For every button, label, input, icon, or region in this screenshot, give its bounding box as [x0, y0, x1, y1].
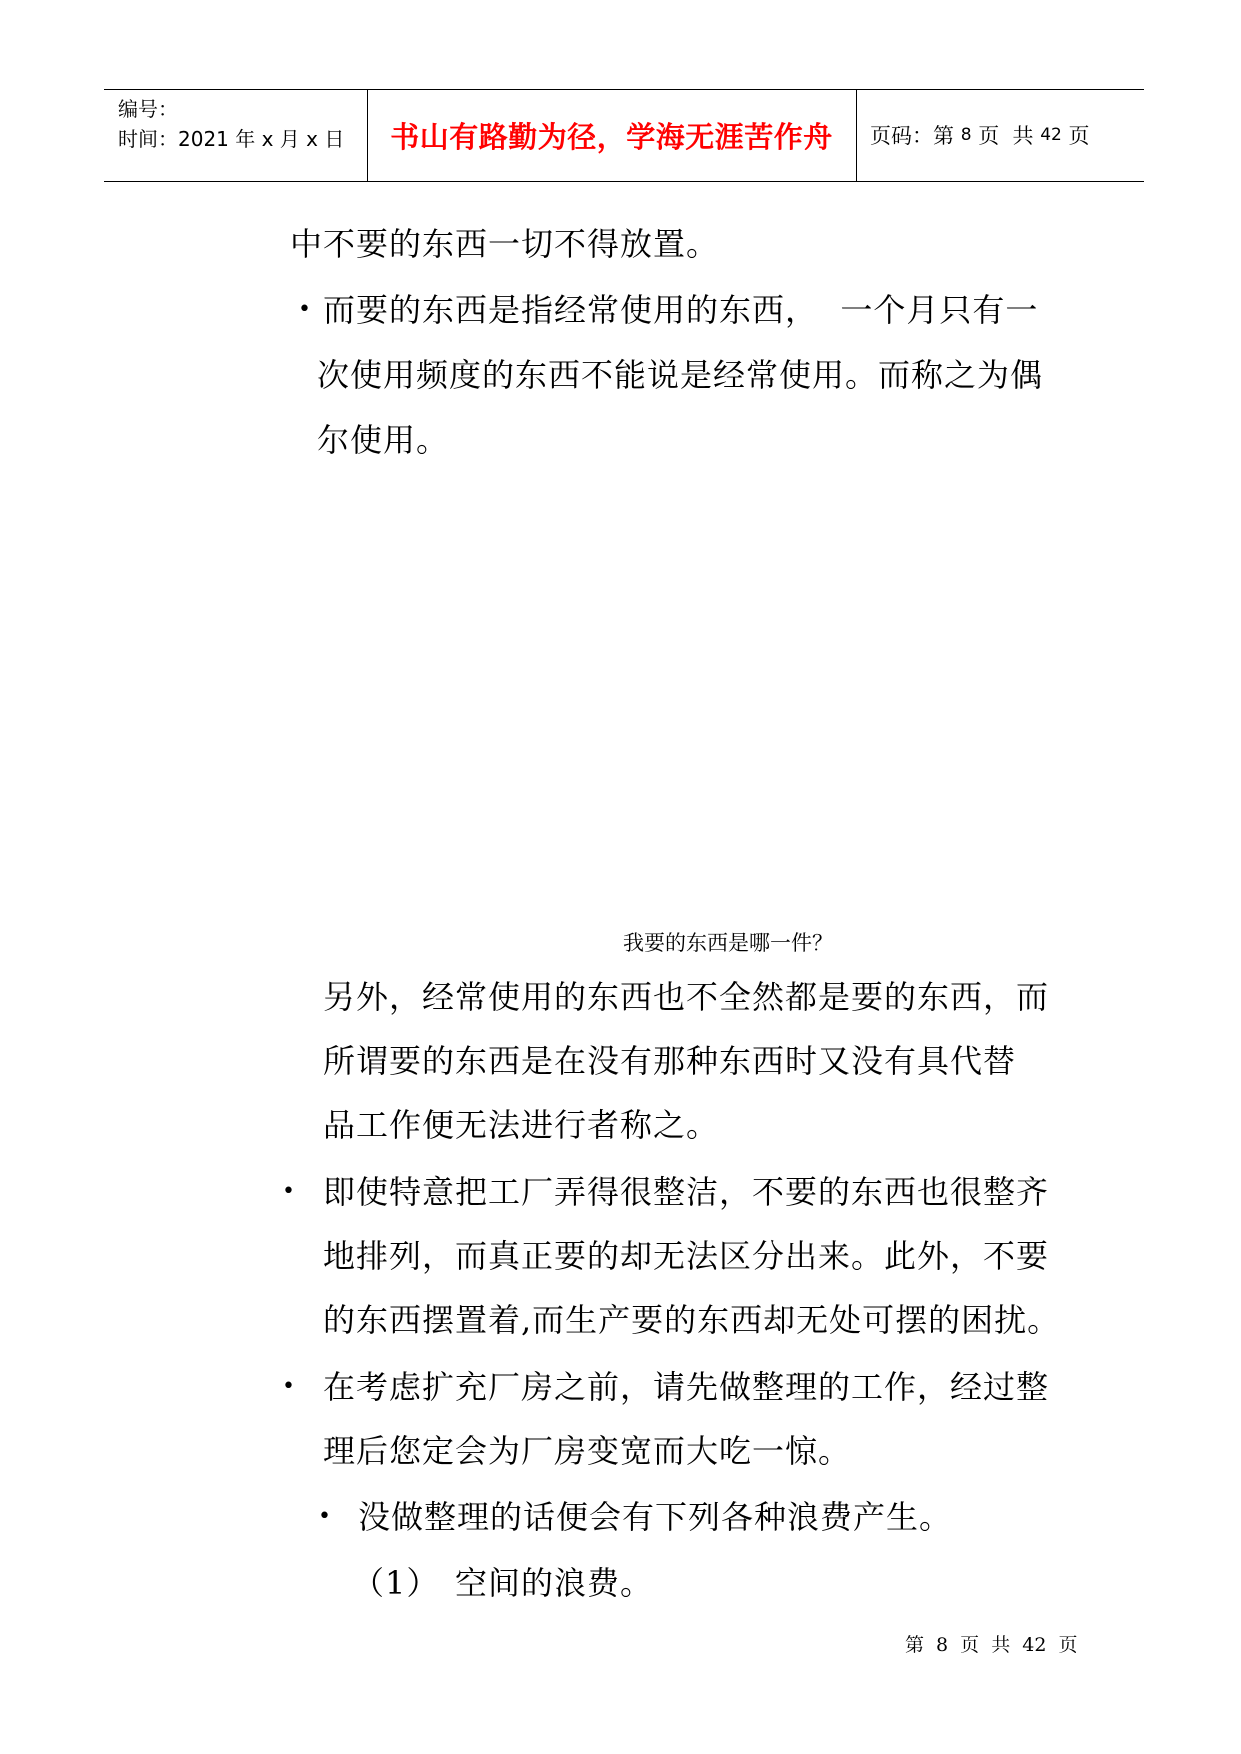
image-caption: 我要的东西是哪一件？ — [623, 931, 833, 955]
header-motto: 书山有路勤为径，学海无涯苦作舟 — [390, 119, 833, 154]
bullet-marker: • — [318, 1504, 331, 1529]
body-line: 品工作便无法进行者称之。 — [323, 1106, 720, 1144]
body-line: 理后您定会为厂房变宽而大吃一惊。 — [323, 1432, 852, 1470]
body-line: 没做整理的话便会有下列各种浪费产生。 — [358, 1498, 953, 1536]
body-line: 的东西摆置着,而生产要的东西却无处可摆的困扰。 — [323, 1301, 1061, 1339]
page-number: 8 — [960, 125, 972, 145]
body-line: 次使用频度的东西不能说是经常使用。而称之为偶 — [317, 356, 1044, 394]
body-line: 中不要的东西一切不得放置。 — [290, 225, 720, 263]
list-item-text: 空间的浪费。 — [455, 1564, 654, 1602]
page-total: 42 — [1040, 125, 1062, 145]
bullet-marker: • — [282, 1374, 295, 1399]
list-item-number: （1） — [352, 1564, 440, 1602]
header-meta — [118, 94, 344, 154]
body-line: 地排列，而真正要的却无法区分出来。此外，不要 — [323, 1237, 1050, 1275]
body-line: 另外，经常使用的东西也不全然都是要的东西，而 — [323, 978, 1050, 1016]
page-footer: 第 8 页 共 42 页 — [905, 1634, 1078, 1656]
body-line: 尔使用。 — [317, 421, 450, 459]
page-suffix: 页 — [1061, 124, 1090, 148]
body-line: 所谓要的东西是在没有那种东西时又没有具代替 — [323, 1042, 1017, 1080]
bullet-marker: • — [282, 1179, 295, 1204]
header-page-info — [870, 90, 1090, 180]
page-header — [104, 89, 1144, 182]
bullet-marker: • — [298, 297, 311, 322]
body-line: 在考虑扩充厂房之前，请先做整理的工作，经过整 — [323, 1368, 1050, 1406]
serial-label: 编号： — [118, 97, 178, 121]
body-line: 即使特意把工厂弄得很整洁，不要的东西也很整齐 — [323, 1173, 1050, 1211]
body-line: 而要的东西是指经常使用的东西， 一个月只有一 — [323, 291, 1039, 329]
page-prefix: 页码：第 — [870, 124, 961, 148]
time-label: 时间：2021 年 x 月 x 日 — [118, 127, 345, 151]
header-divider — [856, 90, 857, 181]
page-mid: 页 共 — [971, 124, 1041, 148]
